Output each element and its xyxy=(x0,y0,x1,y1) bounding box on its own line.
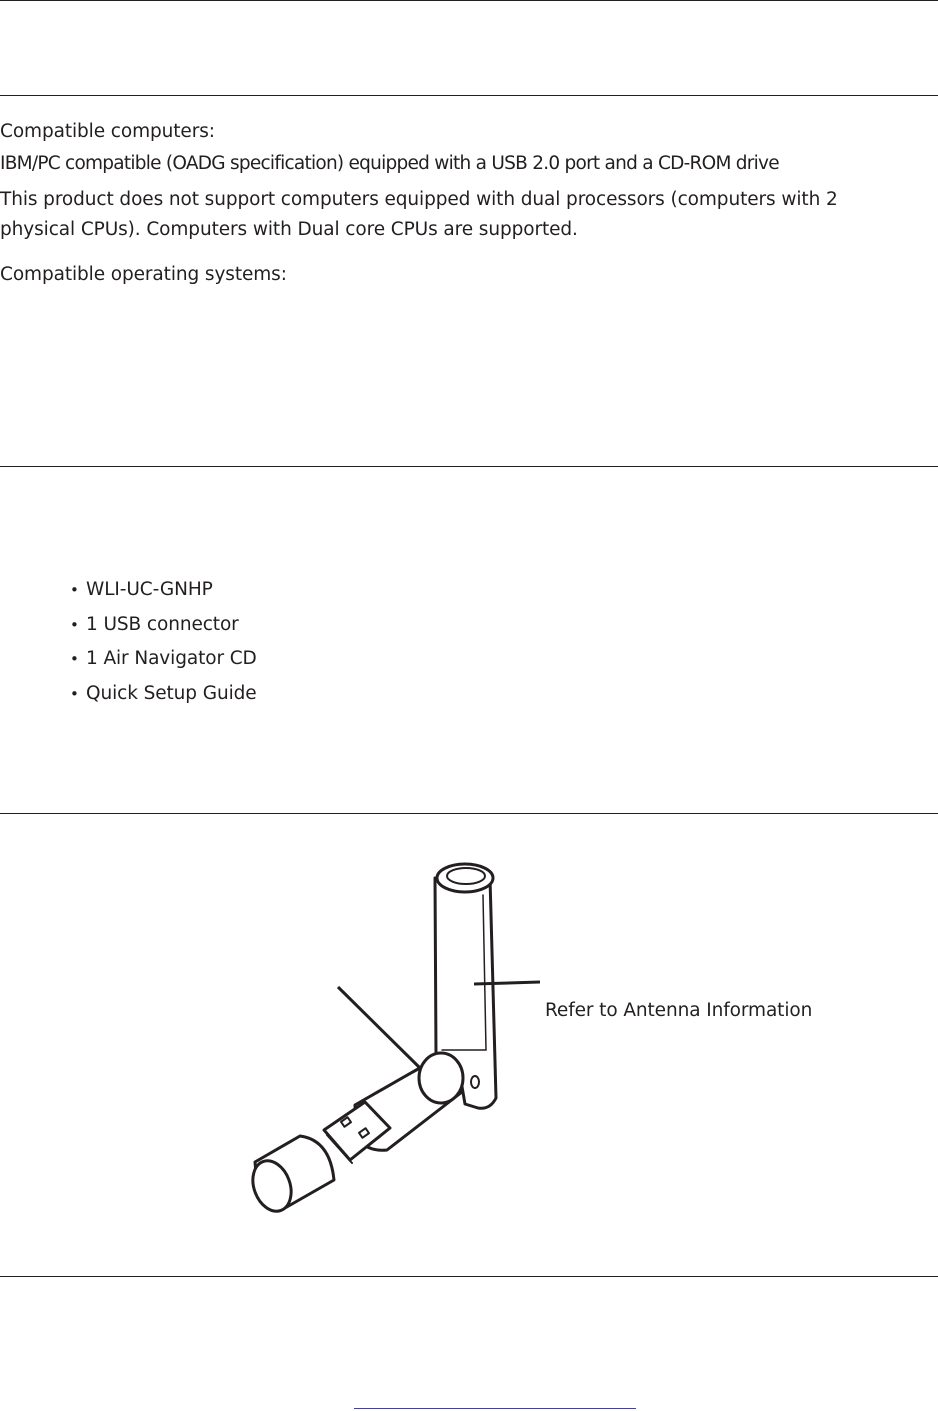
list-item: • WLI-UC-GNHP xyxy=(70,573,257,608)
package-contents-list xyxy=(70,573,257,711)
bullet-icon: • xyxy=(70,581,79,599)
dual-processor-note: This product does not support computers equipped with dual processors (computers with 2 physical CPUs). Computers with Dual core CPUs are supported. xyxy=(0,189,838,240)
bullet-icon: • xyxy=(70,615,79,634)
footer-link[interactable] xyxy=(354,1408,636,1409)
compatible-computers-line: IBM/PC compatible (OADG specification) equipped with a USB 2.0 port and a CD-ROM drive xyxy=(0,153,779,174)
list-item: • 1 Air Navigator CD xyxy=(70,642,257,677)
compatible-os-heading: Compatible operating systems: xyxy=(0,264,287,285)
compatible-computers-heading: Compatible computers: xyxy=(0,121,215,142)
antenna-callout-label: Refer to Antenna Information xyxy=(545,1000,813,1021)
bullet-icon: • xyxy=(70,650,79,668)
bullet-icon: • xyxy=(70,684,79,703)
list-item: • 1 USB connector xyxy=(70,608,257,643)
section-divider-package xyxy=(0,466,938,467)
section-divider-compat xyxy=(0,95,938,96)
section-divider-hardware xyxy=(0,813,938,814)
top-rule xyxy=(0,0,938,1)
usb-adapter-illustration xyxy=(240,850,560,1220)
list-item: • Quick Setup Guide xyxy=(70,677,257,712)
antenna-leader-line xyxy=(474,982,540,984)
section-divider-bottom xyxy=(0,1276,938,1277)
body-leader-line xyxy=(338,987,420,1068)
